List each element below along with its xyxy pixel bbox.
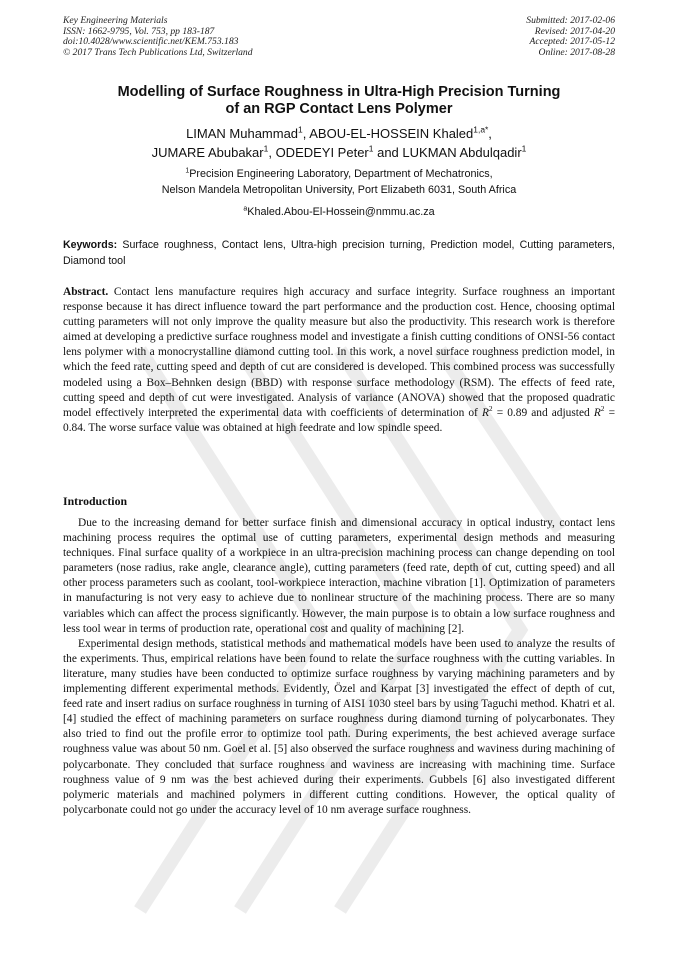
keywords-text: Surface roughness, Contact lens, Ultra-high precision turning, Prediction model, Cutting parameters, Diamond tool	[63, 239, 615, 267]
affiliation	[63, 167, 615, 198]
r-squared-symbol: R	[481, 406, 489, 419]
accepted-date: Accepted: 2017-05-12	[529, 36, 615, 48]
affiliation-line-1: Precision Engineering Laboratory, Department of Mechatronics,	[189, 168, 493, 180]
author-list: LIMAN Muhammad$^1$, ABOU-EL-HOSSEIN Khaled$^{1,a*}$, JUMARE Abubakar$^1$, ODEDEYI Peter$^1$ and LUKMAN Abdulqadir$^1$	[151, 124, 527, 160]
adj-r-squared-value: = 0.84. The worse surface value was obtained at high feedrate and low spindle speed.	[63, 406, 616, 434]
keywords	[63, 238, 615, 269]
author-affil-mark: 1	[298, 124, 303, 135]
author-name: JUMARE Abubakar	[151, 145, 264, 160]
journal-name: Key Engineering Materials	[63, 15, 168, 26]
revised-date: Revised: 2017-04-20	[534, 25, 615, 37]
copyright-line: © 2017 Trans Tech Publications Ltd, Switzerland	[63, 46, 253, 58]
paper-title	[63, 84, 615, 118]
author-affil-mark: 1	[263, 143, 269, 154]
online-date: Online: 2017-08-28	[538, 46, 615, 58]
abstract-label: Abstract.	[63, 286, 109, 298]
introduction-heading: Introduction	[63, 494, 128, 508]
submitted-date: Submitted: 2017-02-06	[526, 15, 615, 26]
email-address: Khaled.Abou-El-Hossein@nmmu.ac.za	[247, 206, 435, 218]
author-affil-mark: 1,a*	[473, 124, 489, 135]
intro-paragraph-1: Due to the increasing demand for better surface finish and dimensional accuracy in optical industry, contact lens machining process requires the optimal use of cutting parameters, experimental design methods and measuring techniques. Final surface quality of a workpiece in an ultra-precision machining process can change depending on tool parameters (nose radius, rake angle, clearance angle), cutting parameters (feed rate, depth of cut, cutting speed) and all other process parameters such as coolant, tool-workpiece interaction, machine vibration [1]. Optimization of parameters in manufacturing is not very easy to achieve due to nonlinear structure of the machining process. There are so many variables which can affect the process significantly. However, the main purpose is to obtain a low surface roughness and less tool wear in terms of production rate, operational cost and quality of machining [2].	[63, 517, 615, 635]
intro-paragraph-2: Experimental design methods, statistical methods and mathematical models have been used to analyze the results of the experiments. Thus, empirical relations have been found to relate the surface roughness with the cutting variables. In literature, many studies have been conducted to optimize surface roughness by varying machining parameters and by implementing different experimental methods. Evidently, Özel and Karpat [3] investigated the effect of depth of cut, feed rate and insert radius on surface roughness in turning of AISI 1030 steel bars by using Taguchi method. Khatri et al. [4] studied the effect of machining parameters on surface roughness during diamond turning of polycarbonates. They also tried to find out the profile error to optimize tool path. During experiments, the best achieved average surface roughness value was about 50 nm. Goel et al. [5] also observed the surface roughness and waviness during machining of polycarbonate. They concluded that surface roughness and waviness are increasing with machining time. Surface roughness value of 9 nm was the best achieved during their experiments. Gubbels [6] also investigated different polymeric materials and machined polymers in different cutting conditions. However, the optical quality of polycarbonate could not go under the accuracy level of 10 nm average surface roughness.	[63, 637, 615, 816]
author-affil-mark: 1	[368, 143, 374, 154]
title-line-1: Modelling of Surface Roughness in Ultra-High Precision Turning	[117, 84, 561, 100]
author-name: LUKMAN Abdulqadir	[402, 145, 522, 160]
abstract	[63, 285, 615, 436]
abstract-text: Contact lens manufacture requires high accuracy and surface integrity. Surface roughness an important response because it has direct influence toward the part performance and the production cost. Hence, choosing optimal cutting parameters will not only improve the quality measure but also the productivity. This research work is therefore aimed at developing a predictive surface roughness model and investigate a finish cutting conditions of ONSI-56 contact lens polymer with a monocrystalline diamond cutting tool. In this work, a novel surface roughness prediction model, in which the feed rate, cutting speed and depth of cut are considered is developed. This combined process was successfully modeled using a Box–Behnken design (BBD) with response surface methodology (RSM). The effects of feed rate, cutting speed and depth of cut were investigated. Analysis of variance (ANOVA) showed that the proposed quadratic model effectively interpreted the experimental data with coefficients of determination of	[63, 286, 615, 419]
email-mark: a	[243, 205, 248, 213]
author-affil-mark: 1	[521, 143, 527, 154]
r-squared-value: = 0.89 and adjusted	[496, 406, 590, 419]
author-name: ABOU-EL-HOSSEIN Khaled	[309, 126, 474, 141]
author-conjunction: and	[377, 145, 399, 160]
keywords-label: Keywords:	[63, 239, 118, 251]
issn-line: ISSN: 1662-9795, Vol. 753, pp 183-187	[63, 25, 215, 37]
journal-info	[63, 16, 253, 58]
author-name: LIMAN Muhammad	[186, 126, 299, 141]
corresponding-email	[63, 205, 615, 219]
r-squared-exponent: 2	[488, 403, 493, 413]
publication-dates	[526, 16, 615, 58]
author-name: ODEDEYI Peter	[275, 145, 369, 160]
adj-r-squared-exponent: 2	[600, 403, 605, 413]
doi-line: doi:10.4028/www.scientific.net/KEM.753.183	[63, 36, 239, 48]
title-line-2: of an RGP Contact Lens Polymer	[225, 101, 453, 117]
adj-r-squared-symbol: R	[593, 406, 601, 419]
affiliation-mark: 1	[185, 167, 190, 175]
introduction-body	[63, 516, 615, 818]
affiliation-line-2: Nelson Mandela Metropolitan University, Port Elizabeth 6031, South Africa	[161, 183, 517, 196]
